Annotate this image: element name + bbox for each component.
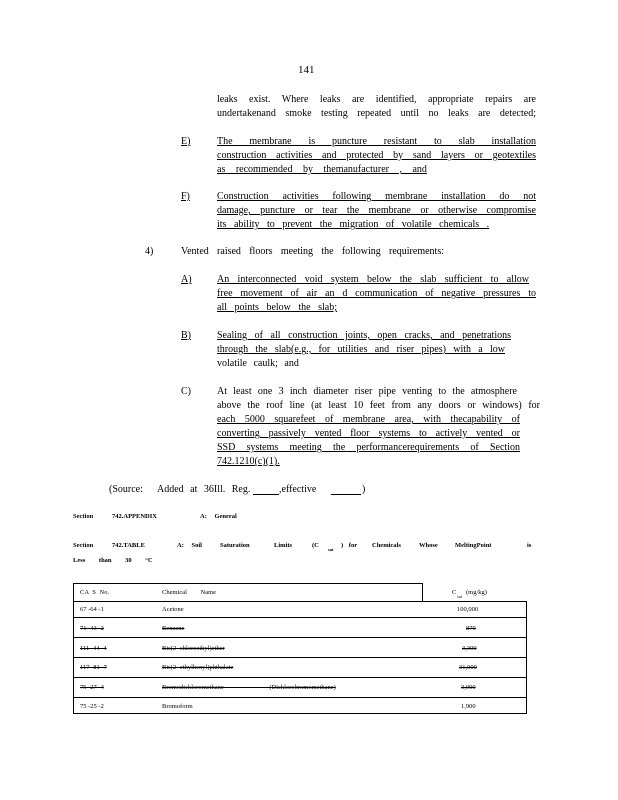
- row-1-rule: [73, 617, 527, 618]
- row-5-name: Bromodichloromethane (Dichlorobromomethane): [162, 684, 336, 691]
- table-heading-melting: MeltingPoint: [455, 542, 492, 549]
- source-effective: ,effective: [279, 484, 317, 495]
- header-row-rule: [73, 601, 527, 602]
- table-heading-line-2: Less than 30 °C: [73, 557, 153, 564]
- source-blank-2: [331, 494, 361, 495]
- item-f-label: F): [181, 191, 190, 202]
- appendix-part: A: General: [200, 513, 237, 520]
- row-3-value: 3,300: [462, 645, 477, 652]
- table-heading-chemicals: Chemicals: [372, 542, 401, 549]
- row-4-cas: 117 -81 -7: [80, 664, 107, 671]
- table-heading-a: A: Soil: [177, 542, 202, 549]
- item-b-label: B): [181, 330, 191, 341]
- item-f-line-2: damage, puncture or tear the membrane or otherwise compromise: [217, 205, 536, 216]
- row-1-value: 100,000: [457, 606, 479, 613]
- row-2-cas: 71 -43 -2: [80, 625, 104, 632]
- table-right-rule: [422, 583, 423, 601]
- item-b-line-2: through the slab(e.g., for utilities and riser pipes) with a low: [217, 344, 505, 355]
- row-6-rule: [73, 713, 527, 714]
- item-a-line-2: free movement of air an d communication of negative pressures to: [217, 288, 536, 299]
- col-header-sat: sat: [457, 594, 462, 599]
- row-2-value: 870: [466, 625, 476, 632]
- row-5-cas: 75 -27 -4: [80, 684, 104, 691]
- intro-line-1: leaks exist. Where leaks are identified, appropriate repairs are: [217, 94, 536, 105]
- table-heading-sub: sat: [328, 547, 334, 552]
- table-left-border: [73, 583, 74, 714]
- row-5-value: 3,000: [461, 684, 476, 691]
- row-6-cas: 75 -25 -2: [80, 703, 104, 710]
- table-heading-saturation: Saturation: [220, 542, 250, 549]
- item-e-label: E): [181, 136, 191, 147]
- row-1-cas: 67 -64 -1: [80, 606, 104, 613]
- item-c-line-2: above the roof line (at least 10 feet from any doors or windows) for: [217, 400, 540, 411]
- table-heading-whose: Whose: [419, 542, 438, 549]
- row-2-rule: [73, 637, 527, 638]
- page-number: 141: [298, 64, 315, 76]
- source-blank-1: [253, 494, 279, 495]
- col-header-chemical: Chemical Name: [162, 589, 217, 596]
- table-heading-is: is: [527, 542, 532, 549]
- row-3-name: Bis(2 -chloroethyl)ether: [162, 645, 225, 652]
- item-4-label: 4): [145, 246, 154, 257]
- row-4-rule: [73, 677, 527, 678]
- item-4-text: Vented raised floors meeting the following requirements:: [181, 246, 444, 257]
- item-c-line-4: converting passively vented floor systems to actively vented or: [217, 428, 520, 439]
- intro-line-2: undertakenand smoke testing repeated until no leaks are detected;: [217, 108, 536, 119]
- table-right-border: [526, 601, 527, 714]
- col-header-c: C: [452, 589, 457, 596]
- item-c-line-5: SSD systems meeting the performancerequirements of Section: [217, 442, 520, 453]
- table-name: 742.TABLE: [112, 542, 145, 549]
- item-e-line-3: as recommended by themanufacturer , and: [217, 164, 427, 175]
- item-a-line-1: An interconnected void system below the slab sufficient to allow: [217, 274, 529, 285]
- item-b-line-3: volatile caulk; and: [217, 358, 299, 369]
- table-section-word: Section: [73, 542, 94, 549]
- item-f-line-1: Construction activities following membrane installation do not: [217, 191, 536, 202]
- table-heading-for: ) for: [341, 542, 358, 549]
- item-f-line-3: its ability to prevent the migration of volatile chemicals .: [217, 219, 490, 230]
- item-e-line-1: The membrane is puncture resistant to slab installation: [217, 136, 536, 147]
- row-4-value: 31,000: [459, 664, 477, 671]
- item-a-label: A): [181, 274, 192, 285]
- item-c-line-6: 742.1210(c)(1).: [217, 456, 280, 467]
- col-header-unit: (mg/kg): [466, 589, 487, 596]
- item-e-line-2: construction activities and protected by sand layers or geotextiles: [217, 150, 536, 161]
- source-prefix: (Source:: [109, 484, 143, 495]
- item-a-line-3: all points below the slab;: [217, 302, 337, 313]
- row-4-name: Bis(2 -ethylhexyl)phthalate: [162, 664, 234, 671]
- item-c-label: C): [181, 386, 191, 397]
- row-6-name: Bromoform: [162, 703, 193, 710]
- item-b-line-1: Sealing of all construction joints, open cracks, and penetrations: [217, 330, 511, 341]
- row-1-name: Acetone: [162, 606, 184, 613]
- table-heading-limits: Limits: [274, 542, 293, 549]
- col-header-cas: CA S No.: [80, 589, 110, 596]
- row-3-rule: [73, 657, 527, 658]
- row-5-rule: [73, 697, 527, 698]
- appendix-name: 742.APPENDIX: [112, 513, 157, 520]
- row-2-name: Benzene: [162, 625, 185, 632]
- source-added: Added at 36Ill. Reg.: [157, 484, 251, 495]
- item-c-line-1: At least one 3 inch diameter riser pipe venting to the atmosphere: [217, 386, 517, 397]
- row-6-value: 1,900: [461, 703, 476, 710]
- source-suffix: ): [362, 484, 366, 495]
- appendix-section-word: Section: [73, 513, 94, 520]
- item-c-line-3: each 5000 squarefeet of membrane area, with thecapability of: [217, 414, 520, 425]
- table-heading-c: (C: [312, 542, 319, 549]
- row-3-cas: 111 -44 -4: [80, 645, 107, 652]
- table-top-rule: [73, 583, 423, 584]
